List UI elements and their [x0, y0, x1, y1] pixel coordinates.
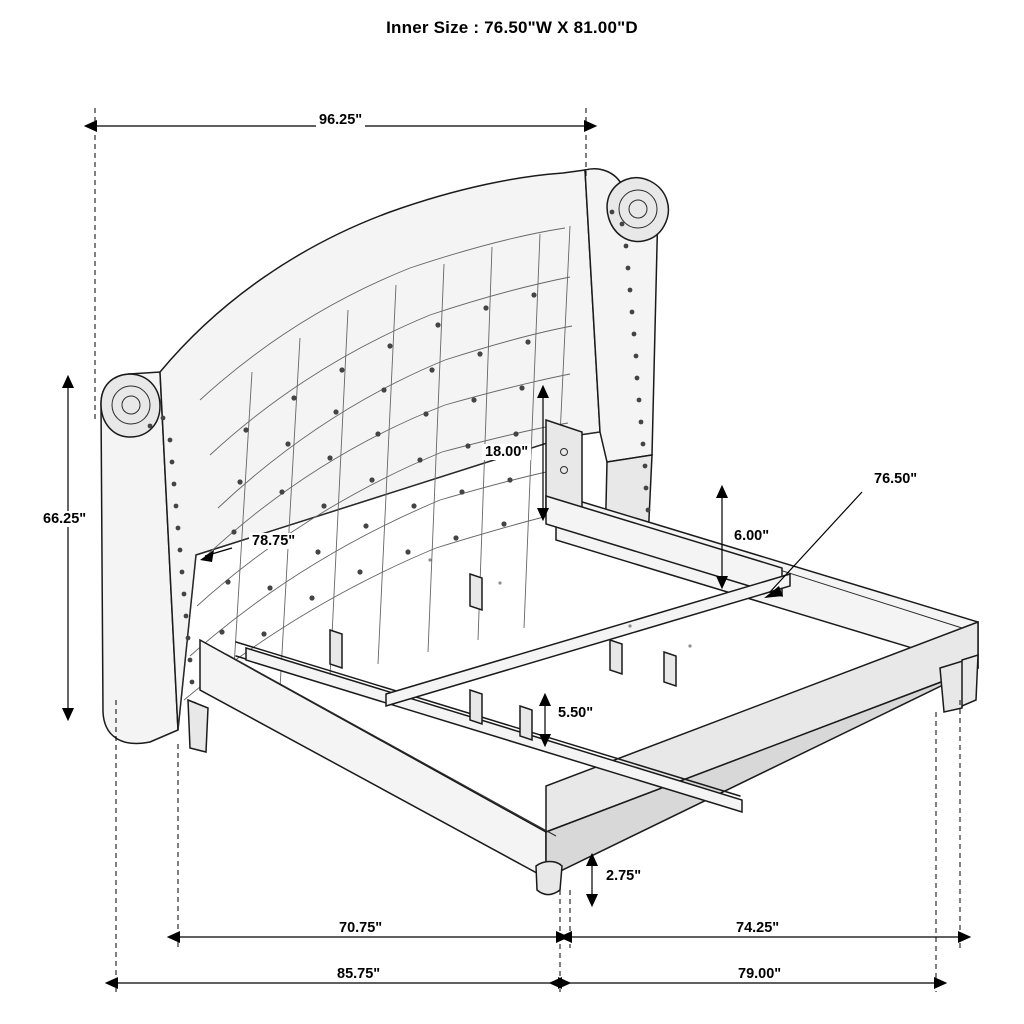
dimension-label-headboard-height: 66.25"	[40, 511, 89, 527]
dimension-label-overall-width: 96.25"	[316, 112, 365, 128]
dimension-label-headboard-panel-width: 78.75"	[249, 533, 298, 549]
dimension-label-bottom-left-lower: 85.75"	[334, 966, 383, 982]
dimension-label-bottom-right-upper: 74.25"	[733, 920, 782, 936]
dimension-label-bottom-left-upper: 70.75"	[336, 920, 385, 936]
dimension-label-bottom-right-lower: 79.00"	[735, 966, 784, 982]
dimension-label-rail-offset: 18.00"	[482, 444, 531, 460]
page-title: Inner Size : 76.50"W X 81.00"D	[386, 18, 638, 37]
dimension-label-rail-height: 6.00"	[731, 528, 772, 544]
dimension-label-leg-clearance: 2.75"	[603, 868, 644, 884]
dimension-label-inner-width-callout: 76.50"	[871, 471, 920, 487]
dimension-label-slat-height: 5.50"	[555, 705, 596, 721]
